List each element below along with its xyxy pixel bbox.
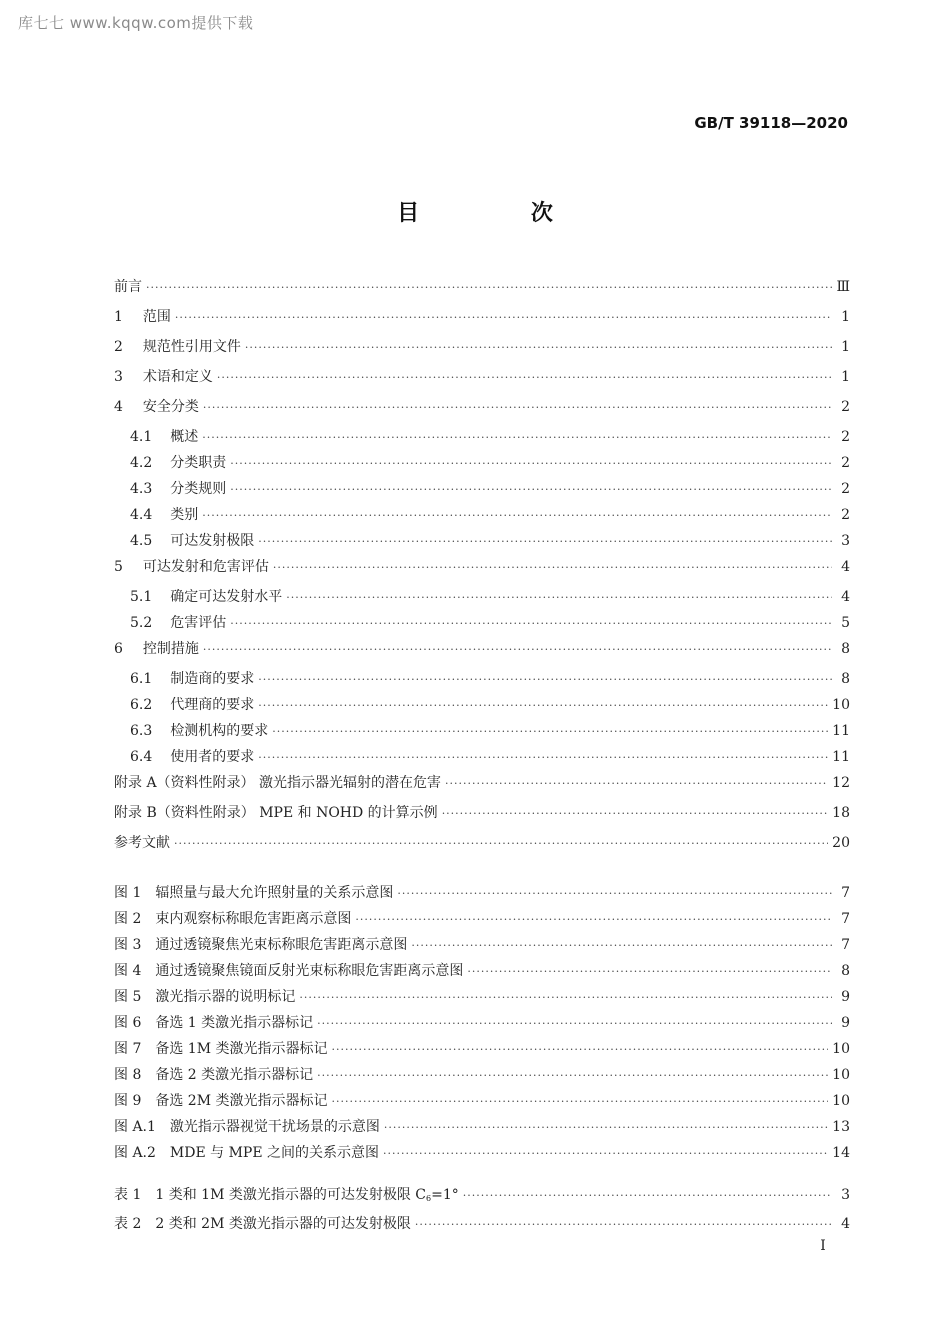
- toc-leader-dots: [383, 1145, 828, 1163]
- toc-entry-label: [114, 338, 245, 356]
- toc-entry-page: 14: [832, 1145, 850, 1161]
- toc-entry-title: 备选 1 类激光指示器标记: [155, 1015, 314, 1031]
- toc-entry-number: 图 5: [114, 989, 142, 1005]
- toc-entry-page: 7: [841, 937, 850, 953]
- toc-leader-dots: [317, 1067, 828, 1085]
- toc-leader-dots: [355, 911, 832, 929]
- toc-entry[interactable]: [114, 428, 850, 447]
- toc-entry-title: 分类职责: [170, 455, 227, 471]
- toc-entry[interactable]: [114, 774, 850, 793]
- toc-entry-title: 使用者的要求: [170, 749, 255, 765]
- toc-entry[interactable]: [114, 1144, 850, 1163]
- toc-entry-page: 10: [832, 1041, 850, 1057]
- toc-entry-label: [114, 398, 203, 416]
- toc-entry[interactable]: [114, 988, 850, 1007]
- toc-entry-label: [114, 1040, 332, 1058]
- toc-entry[interactable]: [114, 936, 850, 955]
- toc-entry-label: [114, 1066, 317, 1084]
- toc-entry-page: 2: [841, 399, 850, 415]
- toc-leader-dots: [258, 533, 832, 551]
- toc-entry[interactable]: [114, 558, 850, 577]
- toc-leader-dots: [174, 835, 828, 853]
- toc-entry-number: 图 A.2: [114, 1145, 156, 1161]
- toc-entry-title: 辐照量与最大允许照射量的关系示意图: [155, 885, 394, 901]
- toc-entry[interactable]: [114, 670, 850, 689]
- toc-entry-page: 10: [832, 1067, 850, 1083]
- toc-entry-page: 10: [832, 1093, 850, 1109]
- toc-entry-page: 4: [841, 559, 850, 575]
- toc-entry-label: [114, 614, 230, 632]
- toc-entry[interactable]: [114, 1040, 850, 1059]
- toc-entry-number: 5.1: [130, 589, 153, 605]
- toc-entry-number: 表 2: [114, 1216, 142, 1232]
- toc-entry-page: 1: [841, 309, 850, 325]
- toc-entry-page: 9: [841, 989, 850, 1005]
- toc-leader-dots: [397, 885, 832, 903]
- toc-entry[interactable]: [114, 1215, 850, 1234]
- toc-entry-page: 12: [832, 775, 850, 791]
- toc-entry-number: 4: [114, 399, 123, 415]
- toc-leader-dots: [442, 805, 828, 823]
- toc-entry-title: 类别: [170, 507, 199, 523]
- toc-entry-label: [114, 308, 175, 326]
- toc-leader-dots: [467, 963, 832, 981]
- toc-entry-title: 通过透镜聚焦光束标称眼危害距离示意图: [155, 937, 408, 953]
- toc-entry[interactable]: [114, 614, 850, 633]
- toc-entry[interactable]: [114, 748, 850, 767]
- toc-entry-number: 图 8: [114, 1067, 142, 1083]
- toc-entry-title: 附录 B（资料性附录） MPE 和 NOHD 的计算示例: [114, 805, 438, 821]
- toc-entry-title: 束内观察标称眼危害距离示意图: [155, 911, 352, 927]
- toc-entry-title: MDE 与 MPE 之间的关系示意图: [169, 1145, 380, 1161]
- toc-entry[interactable]: [114, 480, 850, 499]
- toc-leader-dots: [175, 309, 832, 327]
- toc-leader-dots: [230, 615, 832, 633]
- toc-entry[interactable]: [114, 1118, 850, 1137]
- toc-leader-dots: [203, 641, 832, 659]
- toc-entry[interactable]: [114, 338, 850, 357]
- toc-entry-label: [114, 368, 217, 386]
- toc-entry-page: 13: [832, 1119, 850, 1135]
- toc-entry-number: 图 2: [114, 911, 142, 927]
- toc-entry-number: 6.3: [130, 723, 153, 739]
- toc-entry[interactable]: [114, 962, 850, 981]
- toc-entry-label: [114, 910, 355, 928]
- page-number: I: [820, 1238, 826, 1254]
- toc-entry-suffix: =1°: [431, 1187, 459, 1203]
- toc-entry[interactable]: [114, 532, 850, 551]
- toc-entry[interactable]: [114, 506, 850, 525]
- toc-entry-number: 图 3: [114, 937, 142, 953]
- toc-entry-page: 18: [832, 805, 850, 821]
- toc-leader-dots: [258, 749, 828, 767]
- toc-entry[interactable]: [114, 640, 850, 659]
- toc-leader-dots: [258, 671, 832, 689]
- toc-entry-title: 概述: [170, 429, 199, 445]
- toc-entry-page: 2: [841, 481, 850, 497]
- toc-entry-label: [114, 428, 202, 446]
- toc-entry-title: 范围: [142, 309, 171, 325]
- toc-entry-label: [114, 988, 299, 1006]
- toc-entry-number: 1: [114, 309, 123, 325]
- standard-code: GB/T 39118—2020: [694, 114, 848, 132]
- toc-leader-dots: [245, 339, 832, 357]
- toc-entry-title: 1 类和 1M 类激光指示器的可达发射极限 C: [155, 1187, 427, 1203]
- toc-entry-label: [114, 1118, 384, 1136]
- toc-entry-label: [114, 804, 442, 822]
- toc-entry-number: 图 A.1: [114, 1119, 156, 1135]
- toc-entry-number: 图 6: [114, 1015, 142, 1031]
- toc-entry-title: 安全分类: [142, 399, 199, 415]
- toc-entry-title: 激光指示器视觉干扰场景的示意图: [169, 1119, 380, 1135]
- toc-leader-dots: [230, 455, 832, 473]
- toc-entry-title: 危害评估: [170, 615, 227, 631]
- toc-entry-page: 3: [841, 533, 850, 549]
- toc-entry-label: [114, 454, 230, 472]
- toc-entry-page: 3: [841, 1187, 850, 1203]
- toc-entry-number: 4.5: [130, 533, 153, 549]
- toc-entry[interactable]: [114, 398, 850, 417]
- toc-entry[interactable]: [114, 884, 850, 903]
- toc-entry[interactable]: [114, 368, 850, 387]
- toc-leader-dots: [258, 697, 828, 715]
- toc-entry-title: 备选 1M 类激光指示器标记: [155, 1041, 328, 1057]
- page-title: 目 次: [397, 200, 605, 226]
- toc-entry-label: [114, 1186, 463, 1208]
- toc-entry-title: 前言: [114, 279, 142, 295]
- toc-entry-label: [114, 640, 203, 658]
- toc-entry-page: 9: [841, 1015, 850, 1031]
- toc-entry-title: 可达发射极限: [170, 533, 255, 549]
- toc-entry-title: 激光指示器的说明标记: [155, 989, 296, 1005]
- toc-entry-page: 1: [841, 369, 850, 385]
- toc-entry-number: 4.4: [130, 507, 153, 523]
- toc-entry-label: [114, 480, 230, 498]
- toc-entry-number: 图 4: [114, 963, 142, 979]
- toc-leader-dots: [299, 989, 832, 1007]
- toc-entry-page: 8: [841, 671, 850, 687]
- toc-leader-dots: [230, 481, 832, 499]
- toc-entry-number: 5.2: [130, 615, 153, 631]
- toc-leader-dots: [203, 399, 832, 417]
- toc-entry[interactable]: [114, 1066, 850, 1085]
- toc-leader-dots: [202, 507, 832, 525]
- toc-entry-number: 6.2: [130, 697, 153, 713]
- toc-entry-label: [114, 884, 397, 902]
- toc-entry-label: [114, 962, 467, 980]
- toc-leader-dots: [463, 1187, 832, 1205]
- toc-leader-dots: [445, 775, 828, 793]
- toc-entry[interactable]: [114, 1092, 850, 1111]
- toc-entry-page: 4: [841, 1216, 850, 1232]
- toc-figures-section: [114, 884, 850, 1170]
- watermark-text: 库七七 www.kqqw.com提供下载: [18, 14, 254, 32]
- toc-entry-page: Ⅲ: [836, 279, 850, 295]
- toc-entry-number: 图 1: [114, 885, 142, 901]
- toc-entry[interactable]: [114, 804, 850, 823]
- toc-entry-title: 制造商的要求: [170, 671, 255, 687]
- toc-entry-subscript: 6: [426, 1194, 432, 1203]
- toc-entry-number: 4.2: [130, 455, 153, 471]
- toc-entry-label: [114, 1144, 383, 1162]
- toc-entry-page: 2: [841, 429, 850, 445]
- toc-entry-number: 5: [114, 559, 123, 575]
- toc-entry[interactable]: [114, 910, 850, 929]
- toc-entry-label: [114, 696, 258, 714]
- toc-entry-number: 图 7: [114, 1041, 142, 1057]
- toc-entry-page: 5: [841, 615, 850, 631]
- toc-entry-page: 11: [832, 723, 850, 739]
- toc-entry-label: [114, 748, 258, 766]
- toc-entry-page: 4: [841, 589, 850, 605]
- toc-entry[interactable]: [114, 722, 850, 741]
- toc-entry-title: 备选 2 类激光指示器标记: [155, 1067, 314, 1083]
- toc-tables-section: [114, 1186, 850, 1241]
- toc-entry-label: [114, 278, 146, 296]
- toc-entry-number: 表 1: [114, 1187, 142, 1203]
- toc-entry-title: 分类规则: [170, 481, 227, 497]
- toc-entry[interactable]: [114, 1186, 850, 1208]
- toc-entry-number: 6: [114, 641, 123, 657]
- toc-entry-title: 备选 2M 类激光指示器标记: [155, 1093, 328, 1109]
- toc-entry-number: 4.3: [130, 481, 153, 497]
- toc-entry-title: 2 类和 2M 类激光指示器的可达发射极限: [155, 1216, 411, 1232]
- toc-entry-label: [114, 1014, 317, 1032]
- toc-entry-page: 1: [841, 339, 850, 355]
- toc-leader-dots: [286, 589, 832, 607]
- toc-entry-page: 7: [841, 885, 850, 901]
- toc-entry-label: [114, 722, 272, 740]
- toc-entry-page: 8: [841, 963, 850, 979]
- toc-entry-page: 11: [832, 749, 850, 765]
- toc-leader-dots: [415, 1216, 832, 1234]
- toc-entry-label: [114, 532, 258, 550]
- toc-entry[interactable]: [114, 1014, 850, 1033]
- toc-entry-number: 6.4: [130, 749, 153, 765]
- toc-leader-dots: [384, 1119, 828, 1137]
- toc-entry-number: 6.1: [130, 671, 153, 687]
- toc-entry-number: 2: [114, 339, 123, 355]
- toc-main-section: [114, 278, 850, 864]
- toc-entry-label: [114, 670, 258, 688]
- toc-entry-title: 控制措施: [142, 641, 199, 657]
- toc-entry[interactable]: [114, 278, 850, 297]
- toc-leader-dots: [332, 1041, 829, 1059]
- toc-entry-label: [114, 774, 445, 792]
- toc-entry[interactable]: [114, 588, 850, 607]
- toc-entry-title: 代理商的要求: [170, 697, 255, 713]
- toc-entry-label: [114, 588, 286, 606]
- toc-entry-label: [114, 834, 174, 852]
- toc-entry-label: [114, 506, 202, 524]
- toc-entry-number: 图 9: [114, 1093, 142, 1109]
- toc-entry-label: [114, 936, 411, 954]
- toc-entry-title: 参考文献: [114, 835, 170, 851]
- toc-entry-title: 附录 A（资料性附录） 激光指示器光辐射的潜在危害: [114, 775, 442, 791]
- toc-entry-page: 10: [832, 697, 850, 713]
- toc-entry[interactable]: [114, 454, 850, 473]
- toc-entry-title: 检测机构的要求: [170, 723, 269, 739]
- toc-entry[interactable]: [114, 696, 850, 715]
- toc-entry-number: 3: [114, 369, 123, 385]
- toc-entry[interactable]: [114, 834, 850, 853]
- toc-entry-page: 7: [841, 911, 850, 927]
- toc-entry[interactable]: [114, 308, 850, 327]
- toc-leader-dots: [332, 1093, 829, 1111]
- toc-entry-number: 4.1: [130, 429, 153, 445]
- toc-leader-dots: [317, 1015, 832, 1033]
- toc-leader-dots: [272, 723, 828, 741]
- toc-entry-page: 2: [841, 455, 850, 471]
- toc-leader-dots: [146, 279, 832, 297]
- toc-entry-title: 术语和定义: [142, 369, 213, 385]
- toc-leader-dots: [217, 369, 832, 387]
- toc-entry-label: [114, 1215, 415, 1233]
- toc-leader-dots: [273, 559, 832, 577]
- toc-entry-label: [114, 1092, 332, 1110]
- toc-leader-dots: [411, 937, 832, 955]
- toc-entry-page: 8: [841, 641, 850, 657]
- toc-entry-title: 通过透镜聚焦镜面反射光束标称眼危害距离示意图: [155, 963, 464, 979]
- toc-entry-label: [114, 558, 273, 576]
- toc-entry-title: 可达发射和危害评估: [142, 559, 269, 575]
- toc-entry-title: 确定可达发射水平: [170, 589, 283, 605]
- toc-entry-page: 20: [832, 835, 850, 851]
- toc-entry-title: 规范性引用文件: [142, 339, 241, 355]
- toc-leader-dots: [202, 429, 832, 447]
- toc-entry-page: 2: [841, 507, 850, 523]
